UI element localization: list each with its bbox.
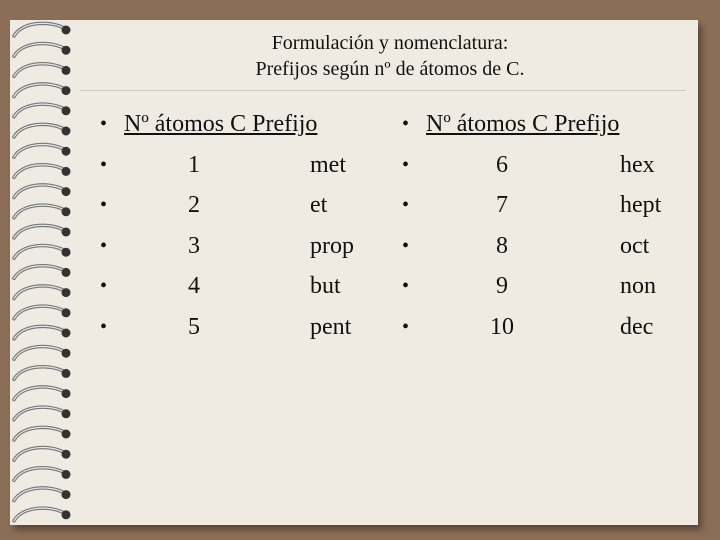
binding-ring <box>14 347 71 360</box>
binding-ring <box>14 508 71 521</box>
title-divider <box>80 90 686 91</box>
bullet: • <box>100 315 108 338</box>
carbon-count: 1 <box>188 151 200 178</box>
prefix-list-right <box>402 104 692 347</box>
binding-ring <box>14 165 71 178</box>
list-item <box>402 185 692 226</box>
binding-ring <box>14 448 71 461</box>
prefix: hept <box>620 192 662 218</box>
binding-ring <box>14 124 71 137</box>
binding-ring <box>14 145 71 158</box>
list-header: Nº átomos C Prefijo <box>426 111 620 137</box>
list-item <box>402 226 692 267</box>
bullet: • <box>402 315 410 338</box>
list-item <box>402 307 692 348</box>
carbon-count: 3 <box>188 232 200 259</box>
list-item <box>100 307 385 348</box>
binding-ring <box>14 225 71 238</box>
binding-ring <box>14 286 71 299</box>
binding-ring <box>14 266 71 279</box>
binding-ring <box>14 64 71 77</box>
list-item <box>100 185 385 226</box>
prefix: non <box>620 273 656 299</box>
carbon-count: 7 <box>496 192 508 218</box>
binding-ring <box>14 44 71 57</box>
binding-ring <box>14 387 71 400</box>
binding-ring <box>14 246 71 259</box>
slide-title <box>90 30 690 82</box>
binding-ring <box>14 185 71 198</box>
list-header-row <box>100 104 385 145</box>
carbon-count: 6 <box>496 151 508 178</box>
bullet: • <box>402 275 410 297</box>
carbon-count: 5 <box>188 313 200 340</box>
list-item <box>402 266 692 307</box>
prefix: but <box>310 273 341 299</box>
binding-ring <box>14 488 71 501</box>
binding-ring <box>14 84 71 97</box>
binding-ring <box>14 407 71 420</box>
prefix-list-left <box>100 104 385 347</box>
list-item <box>100 226 385 267</box>
carbon-count: 2 <box>188 192 200 218</box>
list-item <box>100 145 385 186</box>
bullet: • <box>402 113 410 135</box>
binding-ring <box>14 367 71 380</box>
binding-ring <box>14 23 71 36</box>
prefix: pent <box>310 313 352 340</box>
title-line-1: Formulación y nomenclatura: <box>271 32 509 54</box>
carbon-count: 9 <box>496 273 508 299</box>
bullet: • <box>100 194 108 216</box>
binding-ring <box>14 427 71 440</box>
binding-ring <box>14 104 71 117</box>
bullet: • <box>402 234 410 257</box>
list-header-row <box>402 104 692 145</box>
prefix: hex <box>620 151 655 178</box>
title-line-2: Prefijos según nº de átomos de C. <box>255 58 525 80</box>
spiral-binding <box>0 0 90 540</box>
list-item <box>100 266 385 307</box>
carbon-count: 8 <box>496 232 508 259</box>
carbon-count: 4 <box>188 273 200 299</box>
bullet: • <box>100 113 108 135</box>
binding-ring <box>14 468 71 481</box>
list-item <box>402 145 692 186</box>
bullet: • <box>100 153 108 176</box>
prefix: dec <box>620 313 654 340</box>
binding-ring <box>14 326 71 339</box>
prefix: prop <box>310 232 354 259</box>
bullet: • <box>100 234 108 257</box>
prefix: oct <box>620 232 650 259</box>
bullet: • <box>402 153 410 176</box>
carbon-count: 10 <box>490 313 514 340</box>
binding-ring <box>14 205 71 218</box>
binding-ring <box>14 306 71 319</box>
list-header: Nº átomos C Prefijo <box>124 111 318 137</box>
bullet: • <box>402 194 410 216</box>
bullet: • <box>100 275 108 297</box>
prefix: et <box>310 192 328 218</box>
prefix: met <box>310 151 346 178</box>
